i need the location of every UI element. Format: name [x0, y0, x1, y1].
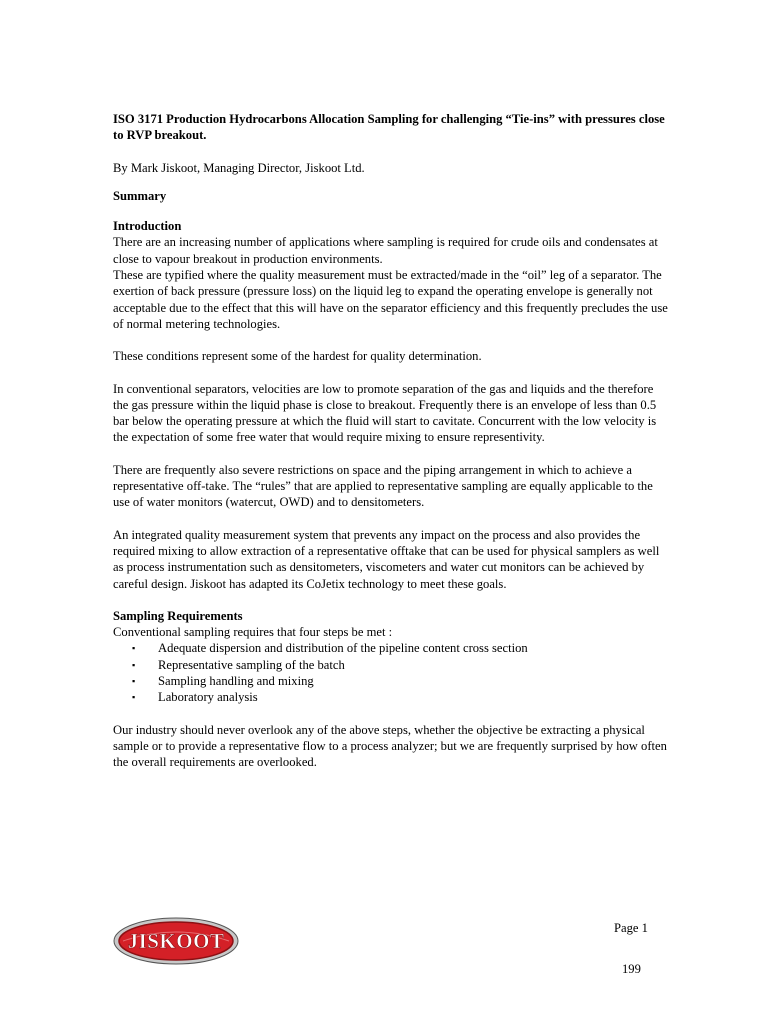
bullet-icon: ▪ [132, 659, 136, 670]
summary-heading: Summary [113, 188, 167, 203]
page-number: 199 [622, 962, 641, 976]
intro-paragraph-4: In conventional separators, velocities are low to promote separation of the gas and liquids and the therefore the gas pressure within the liquid phase is close to breakout. Frequently there is an envelope of less than 0.5 bar below the operating pressure at which the fluid will start to cavitate. Concurrent with the low velocity is the expectation of some free water that would require mixing to ensure representivity. [113, 381, 657, 445]
list-item [132, 640, 668, 656]
list-item-text: Laboratory analysis [158, 690, 258, 705]
logo-wordmark: JISKOOT [127, 929, 225, 953]
page-label: Page 1 [614, 921, 648, 935]
intro-paragraph-2: These are typified where the quality measurement must be extracted/made in the “oil” leg of a separator. The exertion of back pressure (pressure loss) on the liquid leg to expand the operating envelope is generally not acceptable due to the effect that this will have on the separator efficiency and this frequently precludes the use of normal metering technologies. [113, 268, 668, 331]
intro-paragraph-3: These conditions represent some of the hardest for quality determination. [113, 349, 482, 364]
intro-paragraph-5: There are frequently also severe restrictions on space and the piping arrangement in which to achieve a representative off-take. The “rules” that are applied to representative sampling are equally applicable to the use of water monitors (watercut, OWD) and to densitometers. [113, 462, 653, 510]
bullet-icon: ▪ [132, 643, 136, 654]
sampling-closing-paragraph: Our industry should never overlook any of the above steps, whether the objective be extracting a physical sample or to provide a representative flow to a process analyzer; but we are frequently surprised by how often the overall requirements are overlooked. [113, 722, 667, 770]
jiskoot-logo [113, 917, 239, 965]
bullet-icon: ▪ [132, 692, 136, 703]
list-item [132, 689, 668, 705]
list-item-text: Adequate dispersion and distribution of the pipeline content cross section [158, 641, 528, 656]
document-body [113, 111, 668, 771]
author-line: By Mark Jiskoot, Managing Director, Jiskoot Ltd. [113, 160, 365, 175]
sampling-intro: Conventional sampling requires that four steps be met : [113, 625, 393, 640]
list-item [132, 673, 668, 689]
introduction-heading: Introduction [113, 219, 182, 234]
sampling-requirements-heading: Sampling Requirements [113, 608, 243, 623]
document-title: ISO 3171 Production Hydrocarbons Allocation Sampling for challenging “Tie-ins” with pressures close to RVP breakout. [113, 112, 665, 143]
intro-paragraph-6: An integrated quality measurement system that prevents any impact on the process and also provides the required mixing to allow extraction of a representative offtake that can be used for physical samplers as well as process instrumentation such as densitometers, viscometers and water cut monitors can be achieved by careful design. Jiskoot has adapted its CoJetix technology to meet these goals. [113, 527, 660, 591]
list-item-text: Representative sampling of the batch [158, 657, 345, 672]
bullet-icon: ▪ [132, 676, 136, 687]
sampling-steps-list [113, 640, 668, 705]
intro-paragraph-1: There are an increasing number of applications where sampling is required for crude oils and condensates at close to vapour breakout in production environments. [113, 235, 658, 266]
list-item [132, 657, 668, 673]
list-item-text: Sampling handling and mixing [158, 674, 314, 689]
